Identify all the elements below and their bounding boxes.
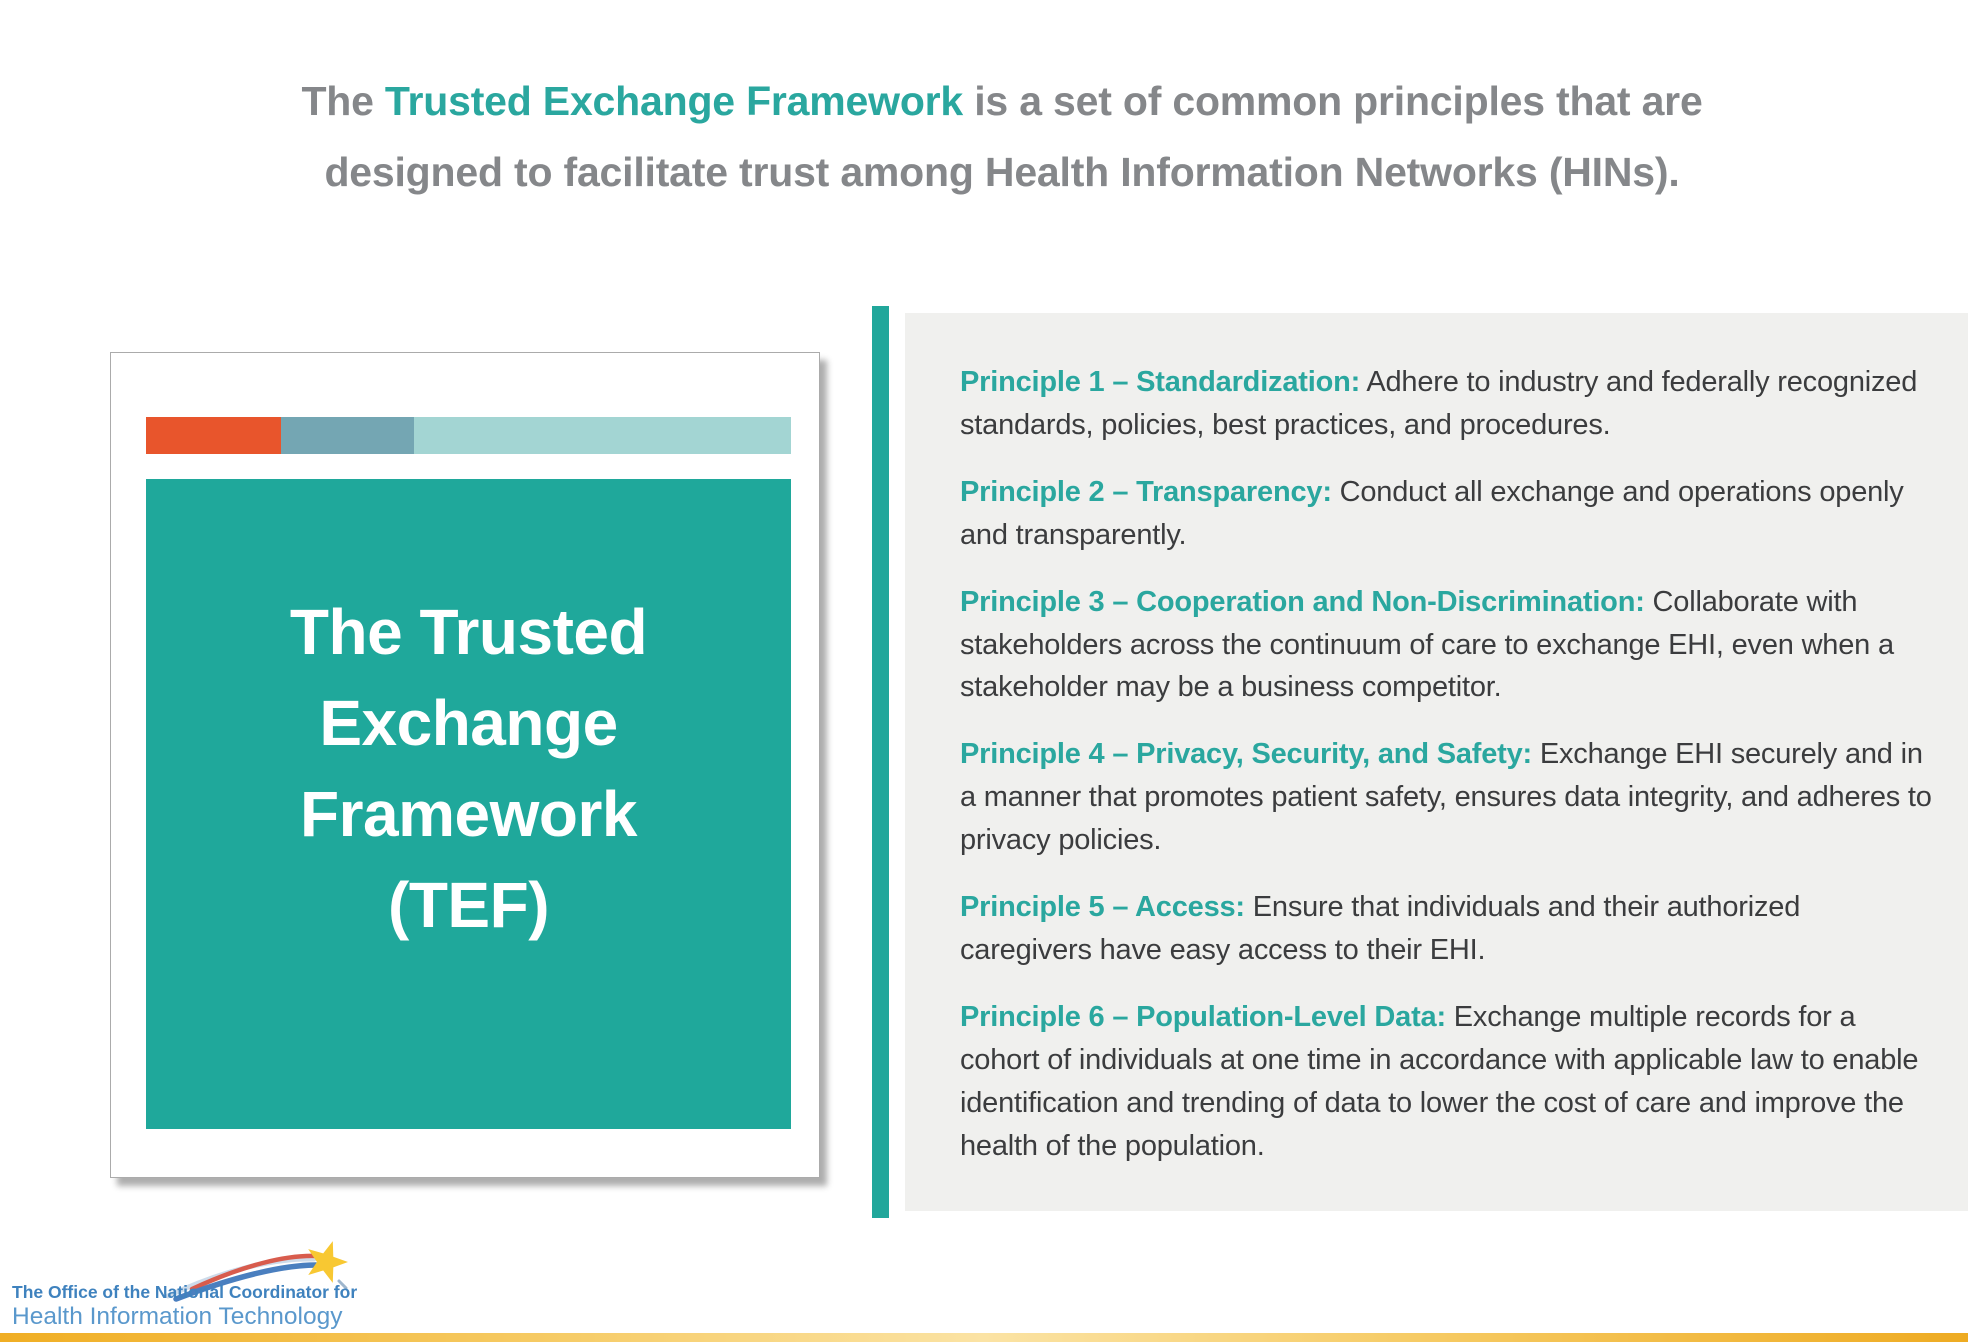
onc-logo-text-line2: Health Information Technology [12, 1303, 343, 1330]
onc-logo-text-line1: The Office of the National Coordinator for [12, 1282, 358, 1302]
principle-6-heading: Principle 6 – Population-Level Data: [960, 1000, 1446, 1033]
stripe-orange-segment [146, 417, 281, 454]
tef-card-color-stripe [146, 417, 791, 454]
tef-square-title [290, 587, 647, 951]
principle-2-heading: Principle 2 – Transparency: [960, 475, 1332, 508]
principle-3-heading: Principle 3 – Cooperation and Non-Discrimination: [960, 585, 1645, 618]
principle-5 [960, 886, 1936, 972]
onc-logo [8, 1238, 368, 1330]
principle-6 [960, 996, 1936, 1168]
principle-2 [960, 471, 1936, 557]
title-highlight: Trusted Exchange Framework [384, 78, 964, 124]
bottom-gold-bar [0, 1333, 1968, 1342]
title-prefix: The [301, 78, 385, 124]
principle-5-heading: Principle 5 – Access: [960, 891, 1245, 924]
tef-title-line-2: Exchange [319, 687, 618, 760]
principle-3 [960, 581, 1936, 710]
teal-divider-bar [872, 306, 889, 1218]
tef-card [110, 352, 820, 1178]
stripe-steel-blue-segment [281, 417, 414, 454]
slide-title [36, 66, 1968, 207]
tef-title-line-1: The Trusted [289, 596, 648, 669]
principle-4-body: Exchange EHI securely and in a manner that promotes patient safety, ensures data integrity, and adheres to privacy policies. [960, 738, 1932, 857]
principle-4 [960, 733, 1936, 862]
tef-title-line-4: (TEF) [388, 868, 549, 941]
principle-1-heading: Principle 1 – Standardization: [960, 366, 1361, 398]
principle-5-body: Ensure that individuals and their authorized caregivers have easy access to their EHI. [960, 891, 1801, 966]
tef-title-line-3: Framework [300, 778, 637, 850]
principle-2-body: Conduct all exchange and operations openly and transparently. [960, 475, 1904, 551]
title-suffix: is a set of common principles that are [963, 78, 1703, 124]
title-line2: designed to facilitate trust among Health Information Networks (HINs). [324, 148, 1680, 195]
principle-4-heading: Principle 4 – Privacy, Security, and Safety: [960, 738, 1532, 771]
principle-3-body: Collaborate with stakeholders across the continuum of care to exchange EHI, even when a stakeholder may be a business competitor. [960, 585, 1894, 704]
tef-teal-square [146, 479, 791, 1129]
principles-panel [905, 313, 1968, 1211]
principle-6-body: Exchange multiple records for a cohort of individuals at one time in accordance with applicable law to enable identification and trending of data to lower the cost of care and improve the health of the population. [960, 1000, 1919, 1162]
principle-1 [960, 361, 1936, 447]
stripe-light-teal-segment [414, 417, 791, 454]
principle-1-body: Adhere to industry and federally recognized standards, policies, best practices, and procedures. [960, 366, 1918, 441]
